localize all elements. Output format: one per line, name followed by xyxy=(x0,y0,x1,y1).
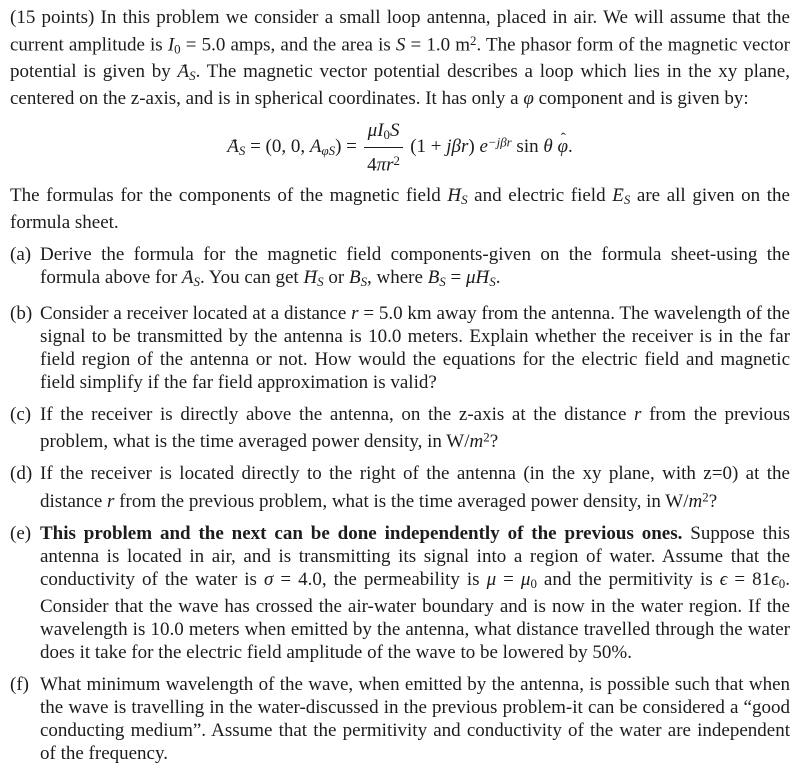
item-body-d: If the receiver is located directly to the right of the antenna (in the xy plane, with z=0) at the distance r from the previous problem, what is the time averaged power density, in $W/m^2$? xyxy=(40,463,790,512)
vector-potential-equation: → AS = (0, 0, AφS) = $\frac{\mu I0S}{4\pi r^2}$ (1 + jβr) $e^{-j\beta r}$ sin θ ˆ φ. xyxy=(10,119,790,176)
problem-intro-paragraph: (15 points) In this problem we consider a small loop antenna, placed in air. We will assume that the current amplitude is I0 = 5.0 amps, and the area is S = 1.0 $m^2$. The phasor form of the magnetic vector potential is given by → AS. The magnetic vector potential describes a loop which lies in the xy plane, centered on the z-axis, and is in spherical coordinates. It has only a φ component and is given by: xyxy=(10,6,790,110)
fraction: $\frac{\mu I0S}{4\pi r^2}$ xyxy=(364,119,404,176)
item-body-c: If the receiver is directly above the antenna, on the z-axis at the distance r from the previous problem, what is the time averaged power density, in $W/m^2$? xyxy=(40,403,790,453)
item-body-e: This problem and the next can be done independently of the previous ones. Suppose this antenna is located in air, and is transmitting its signal into a region of water. Assume that the conductivity of the water is σ = 4.0, the permeability is μ = μ0 and the permitivity is ϵ = 81ϵ0. Consider that the wave has crossed the air-water boundary and is now in the water region. If the wavelength is 10.0 meters when emitted by the antenna, what distance travelled through the water does it take for the electric field amplitude of the wave to be lowered by 50%. xyxy=(40,522,790,663)
item-label-a: (a) xyxy=(10,244,32,266)
formula-sheet-paragraph: The formulas for the components of the magnetic field → HS and electric field → ES are all given on the formula sheet. xyxy=(10,184,790,234)
problem-part-a xyxy=(10,243,790,293)
problem-part-b xyxy=(10,302,790,394)
item-label-b: (b) xyxy=(10,302,33,324)
problem-part-e xyxy=(10,522,790,664)
problem-part-f xyxy=(10,673,790,765)
item-label-f: (f) xyxy=(10,673,29,695)
item-label-e: (e) xyxy=(10,522,32,544)
problem-part-c xyxy=(10,403,790,453)
item-body-a: Derive the formula for the magnetic field components-given on the formula sheet-using the formula above for → AS. You can get → HS or → BS, where → BS = μ→ HS. xyxy=(40,244,790,288)
item-label-c: (c) xyxy=(10,403,32,425)
item-body-f: What minimum wavelength of the wave, when emitted by the antenna, is possible such that when the wave is travelling in the water-discussed in the previous problem-it can be considered a “good conducting medium”. Assume that the permitivity and conductivity of the water are independent of the frequency. xyxy=(40,673,790,764)
item-body-b: Consider a receiver located at a distance r = 5.0 km away from the antenna. The wavelength of the signal to be transmitted by the antenna is 10.0 meters. Explain whether the receiver is in the far field region of the antenna or not. How would the equations for the electric field and magnetic field simplify if the far field approximation is valid? xyxy=(40,302,790,393)
item-label-d: (d) xyxy=(10,463,33,485)
problem-part-d xyxy=(10,462,790,512)
